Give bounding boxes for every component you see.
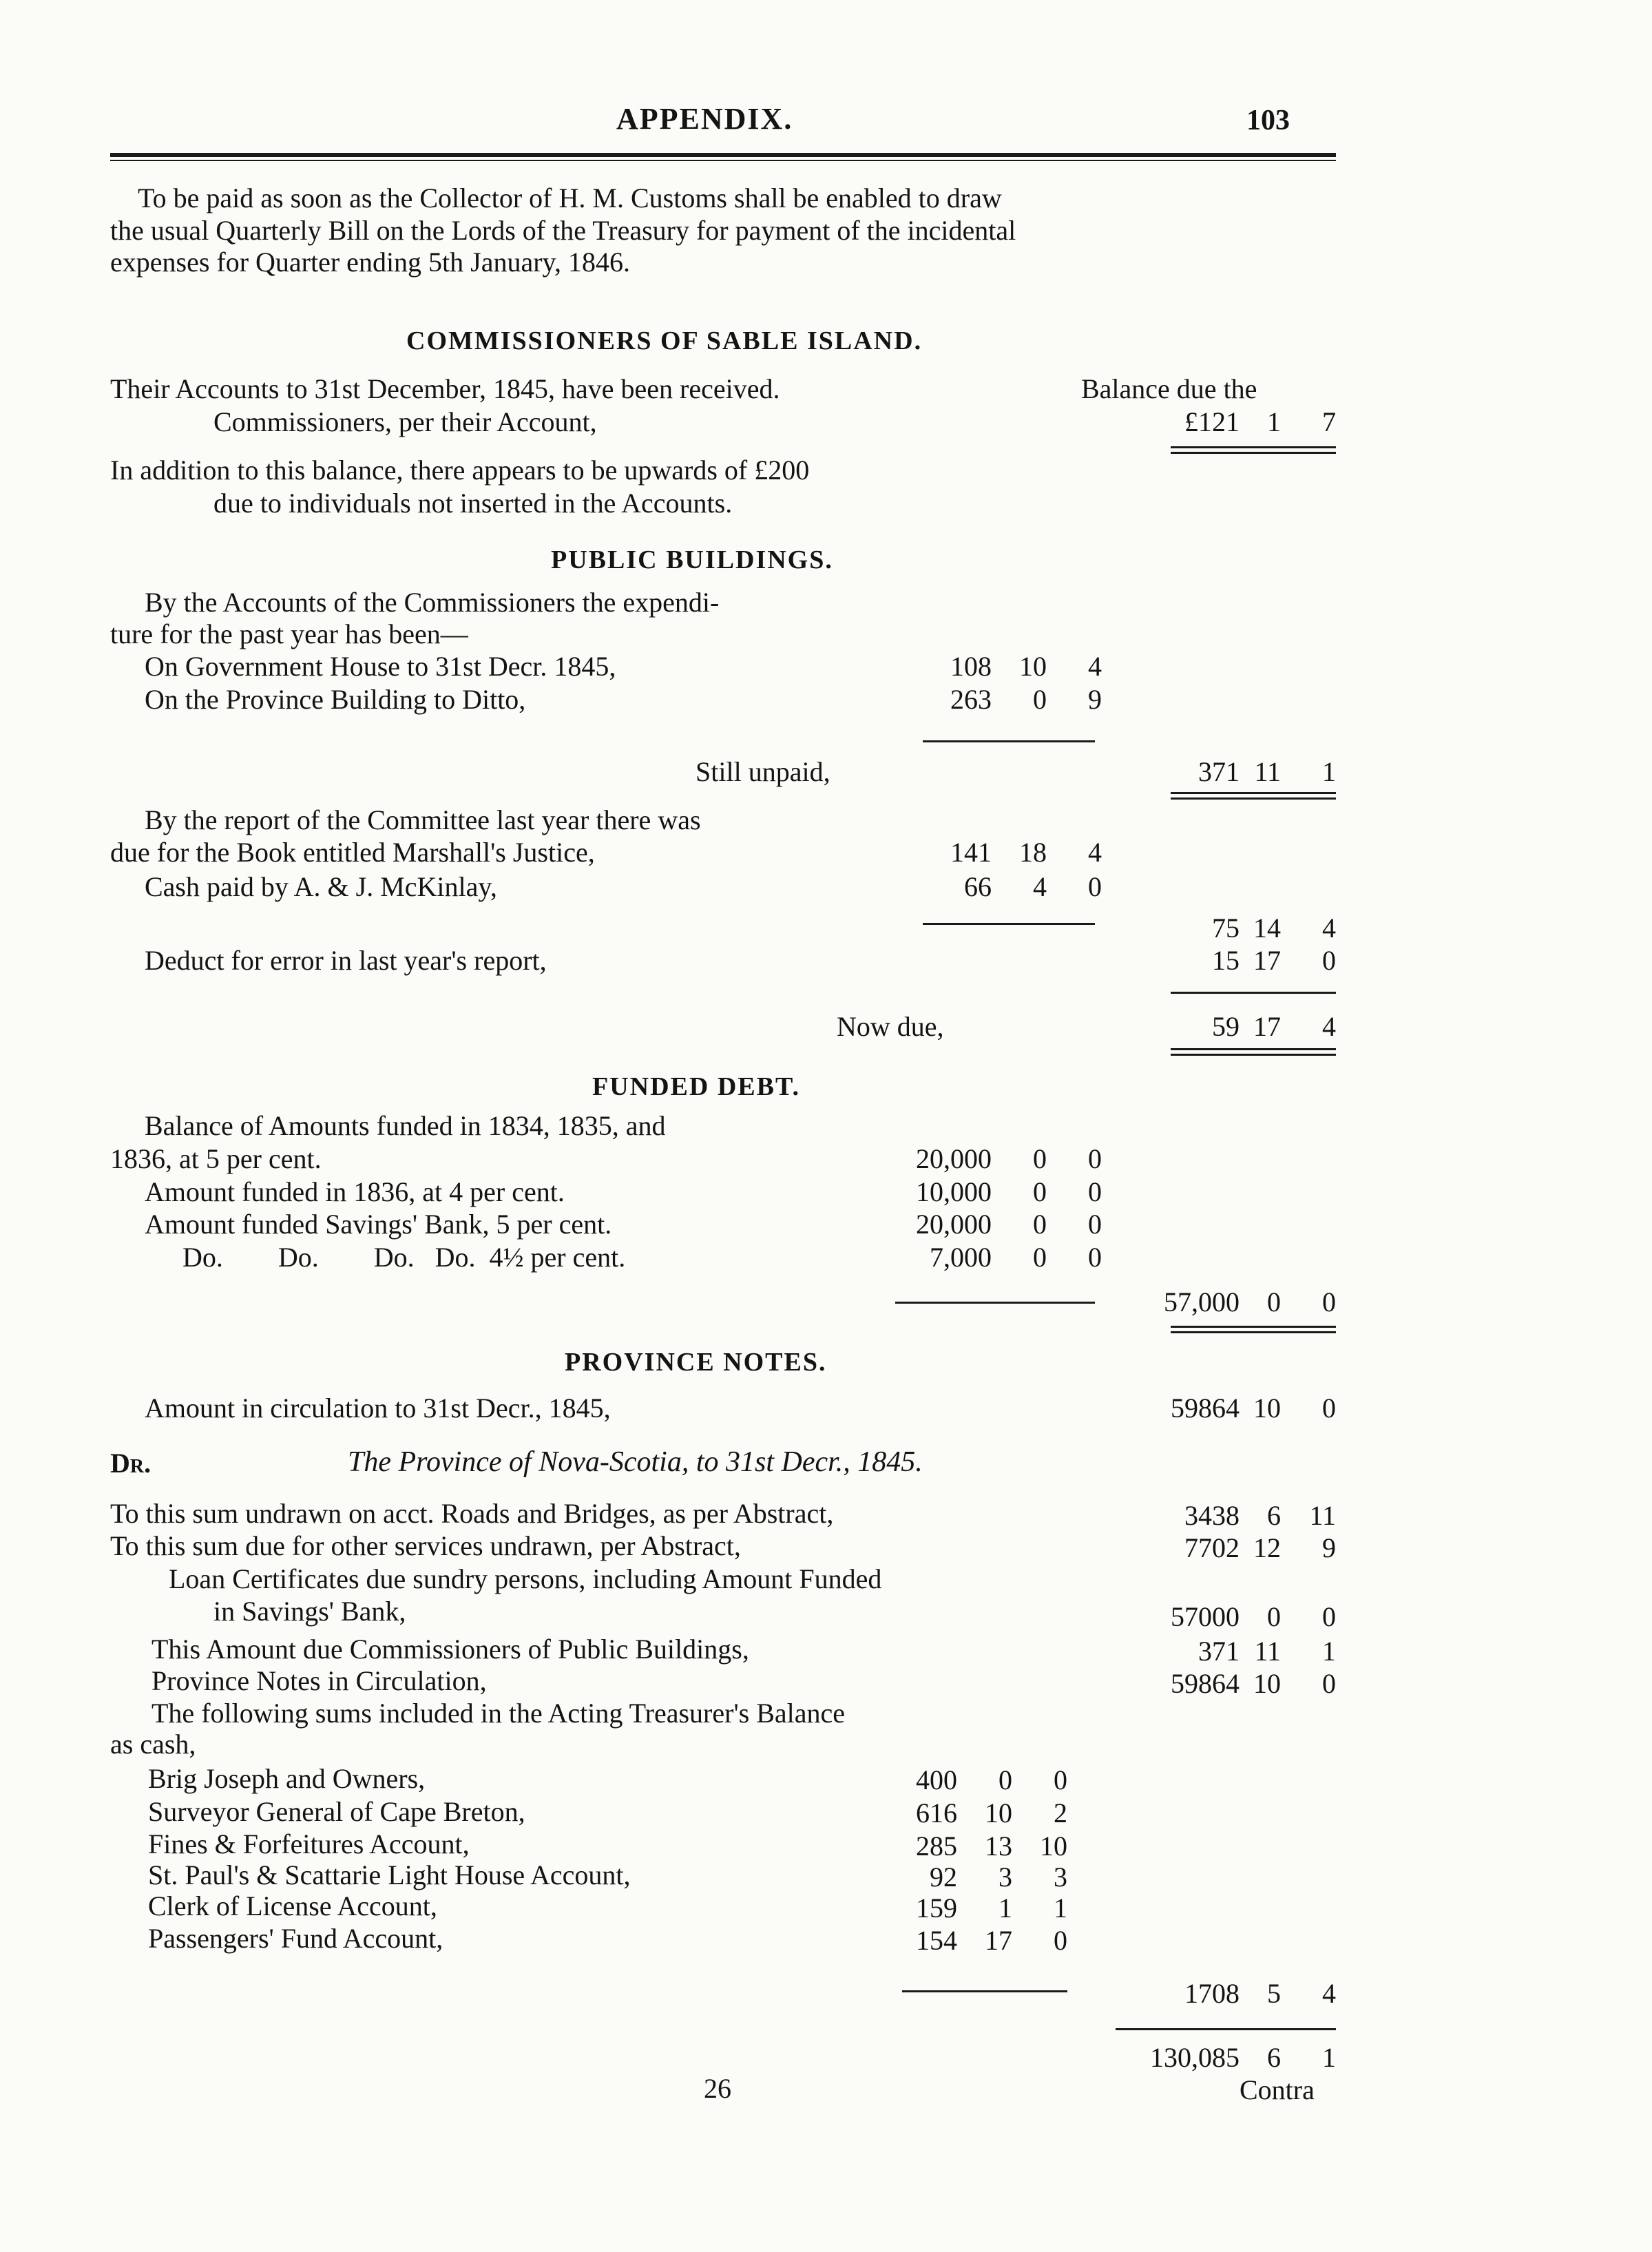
- header-rule-thin: [110, 160, 1336, 161]
- rule: [895, 1302, 1095, 1304]
- account-title: The Province of Nova-Scotia, to 31st Decr., 1845.: [348, 1446, 923, 1478]
- dr-label: Dr.: [110, 1448, 151, 1479]
- rule: [1171, 992, 1336, 994]
- double-rule: [1171, 1048, 1336, 1056]
- following-line-1: The following sums included in the Acting Treasurer's Balance: [151, 1698, 846, 1729]
- sable-line-4: due to individuals not inserted in the Accounts.: [213, 488, 733, 519]
- buildings-line-1: By the Accounts of the Commissioners the expendi-: [145, 587, 720, 618]
- sable-line-2: Commissioners, per their Account,: [213, 406, 597, 437]
- signature-mark: 26: [704, 2073, 731, 2104]
- notes-label: Amount in circulation to 31st Decr., 1845,: [145, 1393, 611, 1424]
- following-line-2: as cash,: [110, 1729, 196, 1760]
- double-rule: [1171, 1326, 1336, 1333]
- deduct-label: Deduct for error in last year's report,: [145, 945, 547, 976]
- running-head: APPENDIX.: [616, 102, 793, 136]
- report-line-2: due for the Book entitled Marshall's Justice,: [110, 837, 595, 868]
- double-rule: [1171, 792, 1336, 800]
- cash-label: Cash paid by A. & J. McKinlay,: [145, 871, 497, 902]
- section-heading-province-notes: PROVINCE NOTES.: [565, 1348, 827, 1377]
- section-heading-sable-island: COMMISSIONERS OF SABLE ISLAND.: [406, 326, 923, 355]
- sable-line-3: In addition to this balance, there appears to be upwards of £200: [110, 455, 810, 486]
- buildings-line-2: ture for the past year has been—: [110, 618, 468, 649]
- now-due-label: Now due,: [837, 1011, 944, 1042]
- funded-line-1: Balance of Amounts funded in 1834, 1835, and: [145, 1110, 666, 1141]
- still-unpaid-label: Still unpaid,: [696, 756, 830, 787]
- rule: [923, 740, 1095, 742]
- sable-line-1: Their Accounts to 31st December, 1845, have been received.: [110, 373, 780, 404]
- funded-line-2: 1836, at 5 per cent.: [110, 1143, 322, 1174]
- page-number: 103: [1246, 105, 1290, 136]
- header-rule-thick: [110, 153, 1336, 157]
- section-heading-funded-debt: FUNDED DEBT.: [592, 1072, 800, 1101]
- catchword: Contra: [1240, 2074, 1315, 2105]
- report-line-1: By the report of the Committee last year there was: [145, 804, 701, 835]
- section-heading-public-buildings: PUBLIC BUILDINGS.: [551, 545, 833, 574]
- rule: [1116, 2028, 1336, 2030]
- double-rule: [1171, 446, 1336, 454]
- rule: [902, 1990, 1067, 1992]
- sable-line-1-right: Balance due the: [1081, 373, 1257, 404]
- rule: [923, 923, 1095, 925]
